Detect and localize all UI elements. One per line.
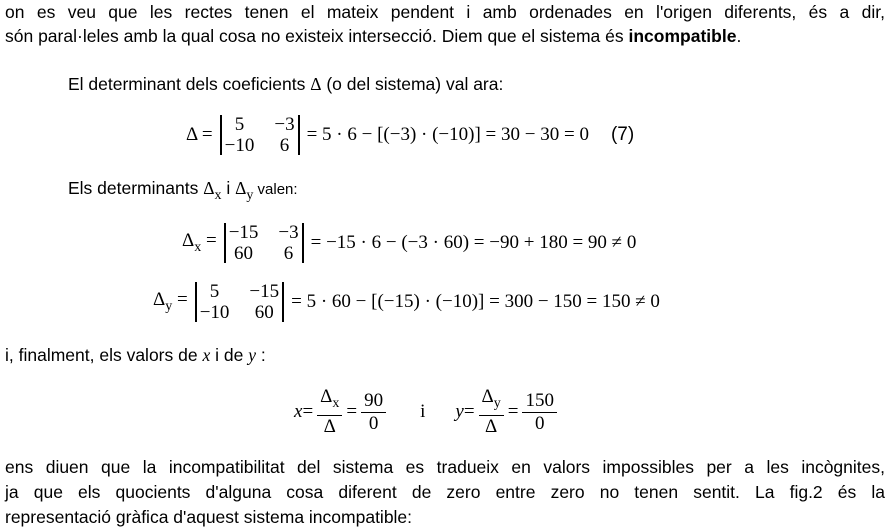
det-bar-left xyxy=(220,115,222,155)
fraction-90-over-0: $\frac{90}{0}$ xyxy=(361,390,386,435)
equation-delta-x xyxy=(182,222,636,264)
eq-rhs: = 5 · 60 − [(−15) · (−10)] = 300 − 150 = 150 ≠ 0 xyxy=(291,291,660,312)
equals: = xyxy=(463,401,475,422)
paragraph-line xyxy=(5,26,741,47)
text: Els determinants xyxy=(68,178,204,198)
fraction-dx-over-delta: $\frac{\Delta_x}{\Delta}$ xyxy=(317,386,342,438)
text: El determinant dels coeficients xyxy=(68,74,311,94)
matrix-cell: −10 xyxy=(224,135,255,156)
matrix-cell: 60 xyxy=(254,302,274,323)
var-y: y xyxy=(455,401,464,422)
keyword-incompatible: incompatible xyxy=(628,26,737,46)
text: . xyxy=(736,26,742,46)
det-bar-right xyxy=(298,115,300,155)
paragraph-line: ens diuen que la incompatibilitat del sistema es tradueix en valors impossibles per a les incògnites, xyxy=(5,457,885,477)
eq-lhs: $\Delta_y$ = xyxy=(153,289,188,314)
equals: = xyxy=(507,401,519,422)
determinant-matrix xyxy=(217,114,303,156)
matrix-cell: 60 xyxy=(234,243,254,264)
matrix-2x2 xyxy=(200,281,279,323)
equation-delta-y xyxy=(153,281,660,323)
determinant-intro xyxy=(68,74,503,95)
matrix-cell: 5 xyxy=(209,281,220,302)
equation-7 xyxy=(186,114,634,156)
determinant-matrix xyxy=(192,281,287,323)
text: són paral·leles amb la qual cosa no existeix intersecció. Diem que el sistema és xyxy=(5,26,629,46)
eq-lhs: Δ = xyxy=(186,124,213,145)
eq-rhs: = −15 · 6 − (−3 · 60) = −90 + 180 = 90 ≠ 0 xyxy=(310,232,637,253)
values-intro xyxy=(5,345,266,366)
fraction-150-over-0: $\frac{150}{0}$ xyxy=(522,390,557,435)
matrix-2x2 xyxy=(229,222,299,264)
matrix-cell: −3 xyxy=(278,222,299,243)
delta-x: $\Delta_x$ xyxy=(203,178,222,203)
conjunction-i: i xyxy=(420,401,426,422)
eq-rhs: = 5 · 6 − [(−3) · (−10)] = 30 − 30 = 0 xyxy=(306,124,589,145)
determinant-matrix xyxy=(221,222,307,264)
paragraph-line: on es veu que les rectes tenen el mateix pendent i amb ordenades en l'origen diferents, és a dir, xyxy=(5,2,885,22)
fraction-dy-over-delta: $\frac{\Delta_y}{\Delta}$ xyxy=(479,386,504,438)
equals: = xyxy=(346,401,358,422)
equals: = xyxy=(302,401,314,422)
var-x: x xyxy=(294,401,303,422)
text: (o del sistema) val ara: xyxy=(321,74,504,94)
matrix-cell: −3 xyxy=(274,114,295,135)
det-bar-right xyxy=(282,282,284,322)
text: i de xyxy=(210,345,249,365)
eq-lhs: $\Delta_x$ = xyxy=(182,230,217,255)
var-x: x xyxy=(202,345,211,365)
matrix-cell: 6 xyxy=(283,243,294,264)
equation-x-y xyxy=(294,386,561,438)
matrix-cell: −15 xyxy=(228,222,259,243)
equation-number: (7) xyxy=(610,124,635,145)
delta-y: $\Delta_y$ xyxy=(235,178,254,203)
determinants-intro xyxy=(68,178,298,204)
det-bar-right xyxy=(302,223,304,263)
matrix-cell: 6 xyxy=(279,135,290,156)
text: : xyxy=(255,345,266,365)
paragraph-line: representació gràfica d'aquest sistema incompatible: xyxy=(5,507,413,527)
text: i xyxy=(221,178,236,198)
text: i, finalment, els valors de xyxy=(5,345,203,365)
det-bar-left xyxy=(224,223,226,263)
det-bar-left xyxy=(195,282,197,322)
var-y: y xyxy=(248,345,256,365)
text: valen: xyxy=(253,181,298,198)
matrix-cell: −10 xyxy=(199,302,230,323)
delta-symbol: Δ xyxy=(310,74,322,94)
matrix-2x2 xyxy=(225,114,295,156)
matrix-cell: 5 xyxy=(234,114,245,135)
matrix-cell: −15 xyxy=(249,281,280,302)
paragraph-line: ja que els quocients d'alguna cosa diferent de zero entre zero no tenen sentit. La fig.2 és la xyxy=(5,482,885,502)
